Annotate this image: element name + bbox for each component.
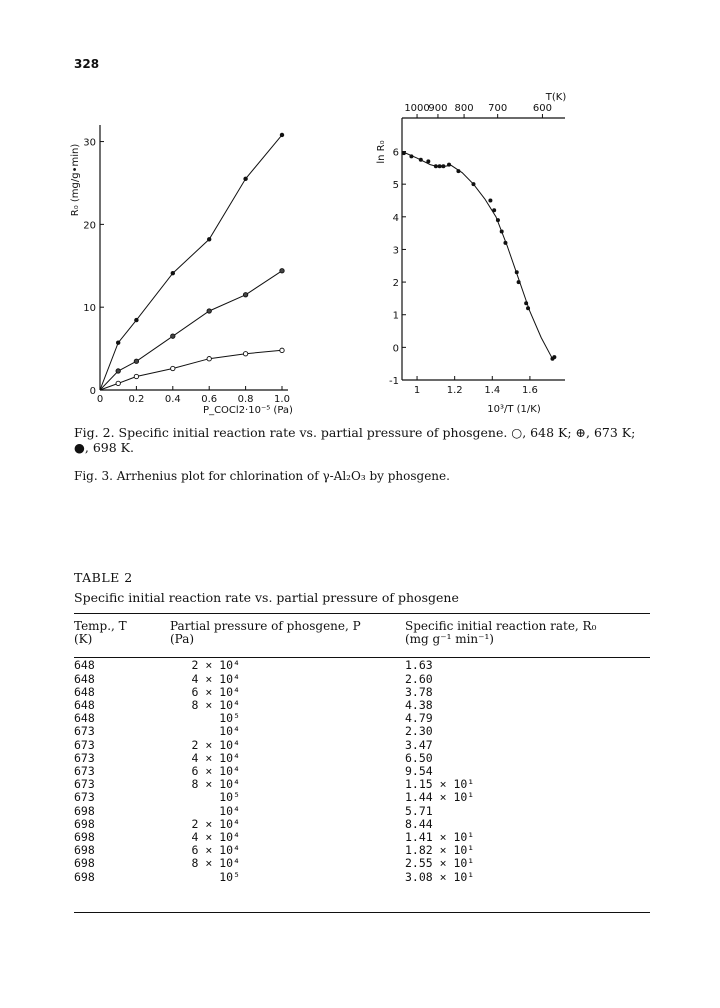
table-caption: Specific initial reaction rate vs. partial pressure of phosgene [74, 590, 459, 605]
pressure-cell: 10⁴ [219, 803, 240, 818]
table-row [74, 673, 650, 686]
pressure-cell: 4 × 10⁴ [191, 750, 240, 765]
data-point [207, 309, 211, 313]
figure-2-xlabel: P_COCl2·10⁻⁵ (Pa) [203, 405, 293, 416]
data-point [447, 163, 451, 167]
data-point [552, 355, 556, 359]
pressure-cell: 4 × 10⁴ [191, 830, 240, 845]
figure-3-ylabel: ln R₀ [376, 140, 387, 164]
table-label: TABLE 2 [74, 570, 133, 585]
data-point [492, 208, 496, 212]
table-row [74, 818, 650, 831]
temp-cell: 673 [74, 790, 95, 805]
data-point [426, 159, 430, 163]
figure-3-data [402, 151, 556, 361]
data-point [207, 237, 211, 241]
data-point [171, 366, 175, 370]
table-row [74, 765, 650, 778]
x-tick-label: 0.8 [237, 394, 254, 405]
y-tick-label: 2 [392, 278, 399, 290]
y-tick-label: 0 [392, 343, 399, 355]
rate-cell: 1.41 × 10¹ [405, 830, 475, 845]
table-row [74, 699, 650, 712]
header-pressure: Partial pressure of phosgene, P (Pa) [170, 619, 361, 647]
top-tick-label: 600 [532, 103, 552, 114]
data-point [207, 356, 211, 360]
temp-cell: 698 [74, 843, 95, 858]
top-tick-label: 1000 [404, 103, 430, 114]
table-row [74, 739, 650, 752]
temp-cell: 698 [74, 803, 95, 818]
temp-cell: 698 [74, 830, 95, 845]
pressure-cell: 10⁴ [219, 724, 240, 739]
data-point [243, 352, 247, 356]
rate-cell: 2.30 [405, 724, 433, 739]
data-point [116, 381, 120, 385]
x-tick-label: 1 [413, 385, 421, 396]
x-tick-label: 0.6 [201, 394, 218, 405]
pressure-cell: 6 × 10⁴ [191, 843, 240, 858]
rate-cell: 1.44 × 10¹ [405, 790, 475, 805]
rate-cell: 3.08 × 10¹ [405, 869, 475, 884]
pressure-cell: 6 × 10⁴ [191, 684, 240, 699]
series-line [100, 350, 282, 390]
data-point [526, 306, 530, 310]
rate-cell: 4.38 [405, 698, 433, 713]
table-row [74, 712, 650, 725]
data-point [134, 359, 138, 363]
temp-cell: 648 [74, 671, 95, 686]
y-tick-label: 6 [392, 147, 399, 159]
rate-cell: 9.54 [405, 764, 433, 779]
rate-cell: 1.15 × 10¹ [405, 777, 475, 792]
data-point [402, 151, 406, 155]
figure-3-top-axis-label: T(K) [545, 92, 567, 103]
x-tick-label: 0 [96, 394, 104, 405]
figure-2-data [100, 133, 284, 390]
top-tick-label: 700 [488, 103, 508, 114]
data-point [419, 158, 423, 162]
pressure-cell: 10⁵ [219, 790, 240, 805]
temp-cell: 673 [74, 724, 95, 739]
table-row [74, 752, 650, 765]
table-row [74, 805, 650, 818]
pressure-cell: 8 × 10⁴ [191, 698, 240, 713]
data-point [488, 198, 492, 202]
data-point [517, 280, 521, 284]
table-row [74, 871, 650, 884]
rate-cell: 8.44 [405, 816, 433, 831]
temp-cell: 648 [74, 684, 95, 699]
figure-3-axes [389, 103, 565, 396]
y-tick-label: 1 [392, 310, 399, 322]
rate-cell: 5.71 [405, 803, 433, 818]
rate-cell: 4.79 [405, 711, 433, 726]
figure-3-plot [360, 90, 580, 420]
table-row [74, 857, 650, 870]
series-line [100, 271, 282, 390]
table-row [74, 659, 650, 672]
data-point [116, 341, 120, 345]
y-tick-label: 0 [89, 386, 96, 397]
temp-cell: 673 [74, 764, 95, 779]
y-tick-label: 30 [83, 137, 96, 149]
pressure-cell: 10⁵ [219, 711, 240, 726]
table-row [74, 725, 650, 738]
table-row [74, 844, 650, 857]
x-tick-label: 0.2 [128, 394, 145, 405]
pressure-cell: 8 × 10⁴ [191, 856, 240, 871]
data-point [471, 182, 475, 186]
y-tick-label: 5 [392, 180, 399, 192]
data-point [515, 270, 519, 274]
data-point [434, 164, 438, 168]
temp-cell: 648 [74, 658, 95, 673]
data-point [496, 218, 500, 222]
figure-2-plot [60, 110, 310, 420]
data-point [171, 271, 175, 275]
data-point [116, 369, 120, 373]
table-row [74, 778, 650, 791]
pressure-cell: 4 × 10⁴ [191, 671, 240, 686]
rate-cell: 3.47 [405, 737, 433, 752]
series-line [100, 135, 282, 390]
pressure-cell: 8 × 10⁴ [191, 777, 240, 792]
x-tick-label: 1.2 [446, 385, 463, 396]
data-point [134, 318, 138, 322]
data-point [441, 164, 445, 168]
temp-cell: 673 [74, 737, 95, 752]
table-row [74, 791, 650, 804]
pressure-cell: 6 × 10⁴ [191, 764, 240, 779]
pressure-cell: 10⁵ [219, 869, 240, 884]
y-tick-label: 3 [392, 245, 399, 257]
data-point [134, 374, 138, 378]
temp-cell: 673 [74, 750, 95, 765]
data-point [280, 348, 284, 352]
data-point [243, 293, 247, 297]
data-point [280, 133, 284, 137]
data-point [524, 301, 528, 305]
figure-3-caption: Fig. 3. Arrhenius plot for chlorination of γ-Al₂O₃ by phosgene. [74, 469, 450, 483]
table-body [74, 620, 650, 884]
temp-cell: 673 [74, 777, 95, 792]
table-row [74, 686, 650, 699]
data-point [500, 229, 504, 233]
temp-cell: 698 [74, 816, 95, 831]
data-point [456, 169, 460, 173]
table-row [74, 831, 650, 844]
temp-cell: 648 [74, 711, 95, 726]
data-point [503, 241, 507, 245]
data-point [280, 269, 284, 273]
figure-2-ylabel: R₀ (mg/g•min) [70, 143, 81, 217]
x-tick-label: 1.0 [274, 394, 290, 405]
figure-2-caption: Fig. 2. Specific initial reaction rate vs. partial pressure of phosgene. ○, 648 K; ⊕, 673 K; ●, 698 K. [74, 425, 636, 455]
y-tick-label: -1 [389, 376, 399, 387]
pressure-cell: 2 × 10⁴ [191, 658, 240, 673]
top-tick-label: 900 [428, 103, 448, 114]
y-tick-label: 20 [83, 220, 96, 232]
x-tick-label: 0.4 [164, 394, 181, 405]
page-number: 328 [74, 57, 100, 71]
temp-cell: 698 [74, 856, 95, 871]
data-point [438, 164, 442, 168]
x-tick-label: 1.4 [484, 385, 501, 396]
pressure-cell: 2 × 10⁴ [191, 816, 240, 831]
y-tick-label: 10 [83, 303, 96, 315]
header-temp: Temp., T (K) [74, 619, 127, 647]
rate-cell: 2.60 [405, 671, 433, 686]
table-header-row [74, 620, 650, 646]
temp-cell: 648 [74, 698, 95, 713]
rate-cell: 6.50 [405, 750, 433, 765]
rate-cell: 1.63 [405, 658, 433, 673]
fit-curve [402, 152, 553, 359]
top-tick-label: 800 [454, 103, 474, 114]
pressure-cell: 2 × 10⁴ [191, 737, 240, 752]
rate-cell: 1.82 × 10¹ [405, 843, 475, 858]
data-table [74, 620, 650, 884]
x-tick-label: 1.6 [521, 385, 538, 396]
figure-3-xlabel: 10³/T (1/K) [487, 404, 541, 415]
data-point [171, 334, 175, 338]
table-top-rule [74, 613, 650, 614]
rate-cell: 2.55 × 10¹ [405, 856, 475, 871]
temp-cell: 698 [74, 869, 95, 884]
header-rate: Specific initial reaction rate, R₀ (mg g⁻¹ min⁻¹) [405, 619, 597, 647]
table-bottom-rule [74, 912, 650, 913]
rate-cell: 3.78 [405, 684, 433, 699]
data-point [243, 177, 247, 181]
y-tick-label: 4 [392, 212, 399, 224]
data-point [409, 154, 413, 158]
figure-2-axes [83, 125, 290, 405]
